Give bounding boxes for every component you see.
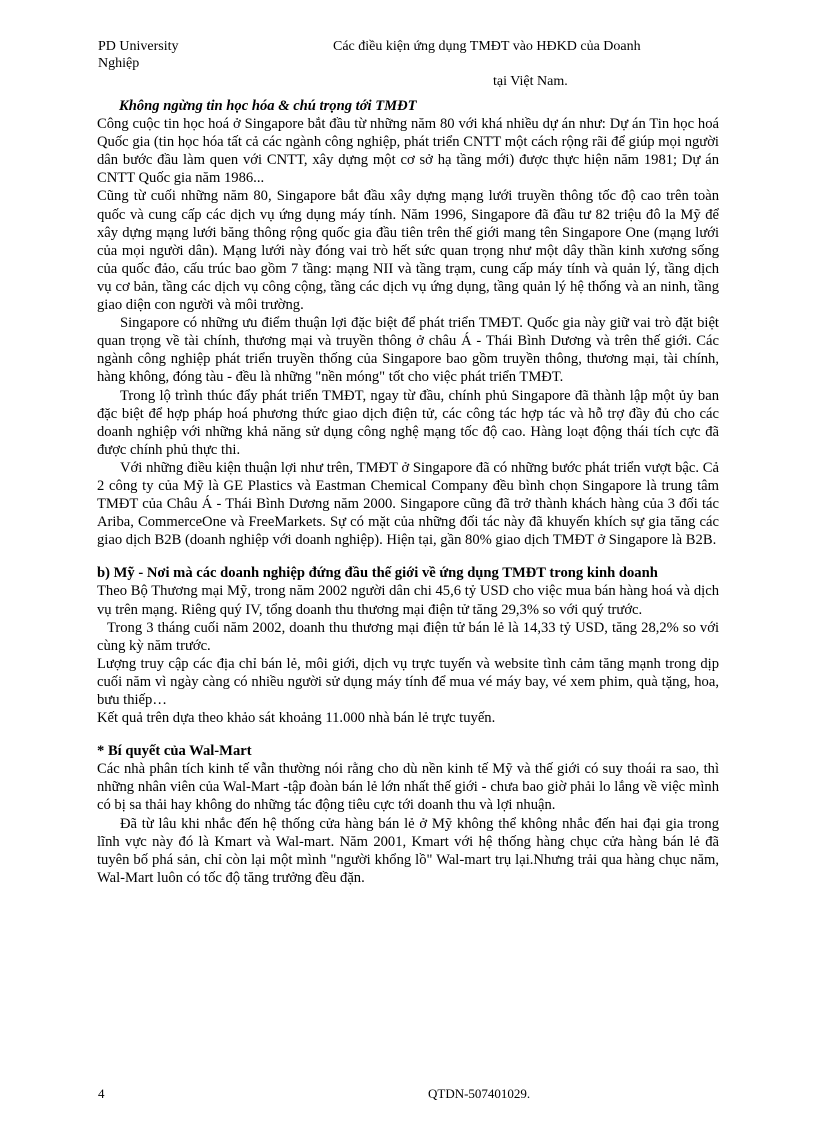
paragraph: Cũng từ cuối những năm 80, Singapore bắt đầu xây dựng mạng lưới truyền thông tốc độ cao trên toàn quốc và cung cấp các dịch vụ ứng dụng máy tính. Năm 1996, Singapore đã đầu tư 82 triệu đô la Mỹ để xây dựng mạng lưới băng thông rộng quốc gia đầu tiên trên thế giới mang tên Singapore One (mạng lưới của mọi người dân). Mạng lưới này đóng vai trò hết sức quan trọng như một dây thần kinh xương sống của quốc đảo, cấu trúc bao gồm 7 tầng: mạng NII và tầng trạm, cung cấp máy tính và quản lý, tầng dịch vụ cơ bản, tầng các dịch vụ công cộng, tầng các dịch vụ ứng dụng, tầng quản lý hệ thống và an ninh, tầng giao diện con người và môi trường. [97,188,719,314]
document-body [97,97,719,887]
footer-code: QTDN-507401029. [428,1086,531,1101]
paragraph: Lượng truy cập các địa chỉ bán lẻ, môi giới, dịch vụ trực tuyến và website tình cảm tăng mạnh trong dịp cuối năm vì ngày càng có nhiều người sử dụng máy tính để mua vé máy bay, vé xem phim, quà tặng, hoa, bưu thiếp… [97,655,719,708]
paragraph: Trong 3 tháng cuối năm 2002, doanh thu thương mại điện tử bán lẻ là 14,33 tỷ USD, tăng 28,2% so với cùng kỳ năm trước. [97,619,719,654]
header-left [98,38,179,72]
header-title: Các điều kiện ứng dụng TMĐT vào HĐKD của Doanh [333,39,641,54]
header-university-cont: Nghiệp [98,56,140,71]
section-title-singapore: Không ngừng tin học hóa & chú trọng tới TMĐT [119,98,417,114]
spacer [97,727,719,742]
paragraph: Kết quả trên dựa theo khảo sát khoảng 11.000 nhà bán lẻ trực tuyến. [97,710,496,727]
page-number: 4 [98,1086,105,1101]
header-title-cont: tại Việt Nam. [493,74,568,89]
section-title-usa: b) Mỹ - Nơi mà các doanh nghiệp đứng đầu thế giới về ứng dụng TMĐT trong kinh doanh [97,565,658,582]
paragraph: Các nhà phân tích kinh tế vẫn thường nói rằng cho dù nền kinh tế Mỹ và thế giới có suy thoái ra sao, thì những nhân viên của Wal-Mart -tập đoàn bán lẻ lớn nhất thế giới - chưa bao giờ phải lo lắng về việc mình có bị sa thải hay không do những tác động tiêu cực tới doanh thu và lợi nhuận. [97,761,719,814]
paragraph: Theo Bộ Thương mại Mỹ, trong năm 2002 người dân chi 45,6 tỷ USD cho việc mua bán hàng hoá và dịch vụ trên mạng. Riêng quý IV, tổng doanh thu thương mại điện tử tăng 29,3% so với quý trước. [97,583,719,618]
section-title-walmart: * Bí quyết của Wal-Mart [97,743,252,760]
paragraph: Singapore có những ưu điểm thuận lợi đặc biệt để phát triển TMĐT. Quốc gia này giữ vai trò đặt biệt quan trọng về tài chính, thương mại và truyền thông ở châu Á - Thái Bình Dương và trên thế giới. Các ngành công nghiệp phát triển truyền thống của Singapore bao gồm truyền thông, thương mại, tài chính, hàng không, đóng tàu - đều là những "nền móng" tốt cho việc phát triển TMĐT. [97,315,719,386]
header-university: PD University [98,39,179,54]
paragraph: Với những điều kiện thuận lợi như trên, TMĐT ở Singapore đã có những bước phát triển vượt bậc. Cả 2 công ty của Mỹ là GE Plastics và Eastman Chemical Company đều bình chọn Singapore là trung tâm TMĐT của Châu Á - Thái Bình Dương năm 2000. Singapore cũng đã trở thành khách hàng của 3 đối tác Ariba, CommerceOne và FreeMarkets. Sự có mặt của những đối tác này đã khuyến khích sự gia tăng các giao dịch B2B (doanh nghiệp với doanh nghiệp). Hiện tại, gần 80% giao dịch TMĐT ở Singapore là B2B. [97,459,719,549]
paragraph: Trong lộ trình thúc đẩy phát triển TMĐT, ngay từ đầu, chính phủ Singapore đã thành lập một ủy ban đặc biệt để hợp pháp hoá phương thức giao dịch điện tử, các công tác hợp tác và hỗ trợ đầy đủ cho các doanh nghiệp với những khả năng sử dụng công nghệ mạng tốc độ cao. Hàng loạt động thái tích cực đã được chính phủ thực thi. [97,387,719,458]
paragraph: Đã từ lâu khi nhắc đến hệ thống cửa hàng bán lẻ ở Mỹ không thể không nhắc đến hai đại gia trong lĩnh vực này đó là Kmart và Wal-mart. Năm 2001, Kmart với hệ thống hàng chục cửa hàng bán lẻ đã tuyên bố phá sản, chỉ còn lại một mình "người khổng lồ" Wal-mart trụ lại.Nhưng trải qua hàng chục năm, Wal-Mart luôn có tốc độ tăng trưởng đều đặn. [97,815,719,886]
spacer [97,549,719,564]
paragraph: Công cuộc tin học hoá ở Singapore bắt đầu từ những năm 80 với khá nhiều dự án như: Dự án Tin học hoá Quốc gia (tin học hóa tất cả các ngành công nghiệp, phát triển CNTT một cách rộng rãi để giúp mọi người dân bước đầu làm quen với CNTT, xây dựng một cơ sở hạ tầng mới) được thực hiện năm 1981; Dự án CNTT Quốc gia năm 1986... [97,116,719,187]
